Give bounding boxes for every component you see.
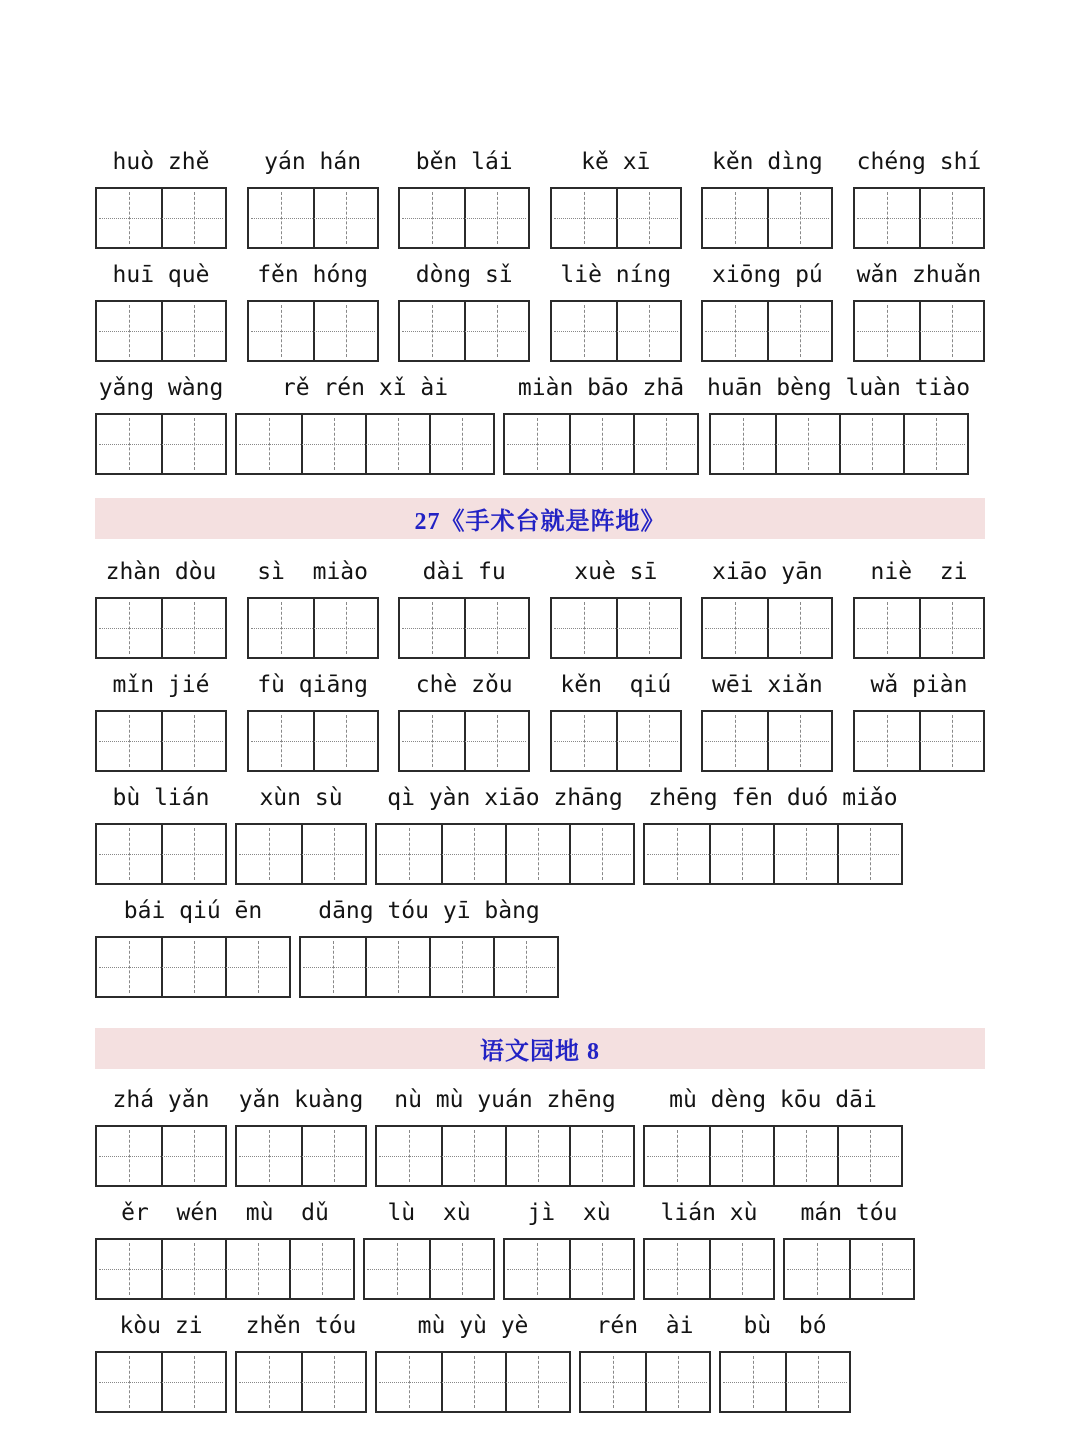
- word-group: [95, 671, 227, 772]
- writing-grid: [701, 597, 833, 659]
- writing-grid: [95, 300, 227, 362]
- word-row: [95, 148, 985, 249]
- pinyin-label: chéng shí: [856, 149, 982, 175]
- grid-cell[interactable]: [645, 825, 709, 883]
- grid-cell[interactable]: [301, 1353, 365, 1411]
- grid-cell[interactable]: [313, 712, 377, 770]
- pinyin-label: bù lián: [112, 785, 210, 811]
- writing-grid: [235, 413, 495, 475]
- pinyin-label: zhěn tóu: [245, 1313, 357, 1339]
- word-group: [503, 374, 699, 475]
- word-group: [235, 1312, 367, 1413]
- pinyin-label: dòng sǐ: [415, 262, 513, 288]
- pinyin-label: huī què: [112, 262, 210, 288]
- grid-cell[interactable]: [616, 599, 680, 657]
- pinyin-label: rě rén xǐ ài: [281, 375, 449, 401]
- writing-grid: [95, 823, 227, 885]
- word-group: [550, 671, 682, 772]
- word-group: [235, 784, 367, 885]
- writing-grid: [375, 823, 635, 885]
- grid-cell[interactable]: [365, 1240, 429, 1298]
- grid-cell[interactable]: [616, 712, 680, 770]
- grid-cell[interactable]: [225, 1240, 289, 1298]
- grid-cell[interactable]: [400, 712, 464, 770]
- grid-cell[interactable]: [441, 825, 505, 883]
- grid-cell[interactable]: [903, 415, 967, 473]
- pinyin-label: yán hán: [264, 149, 362, 175]
- grid-cell[interactable]: [855, 599, 919, 657]
- grid-cell[interactable]: [161, 302, 225, 360]
- pinyin-label: sì miào: [257, 559, 368, 585]
- grid-cell[interactable]: [429, 415, 493, 473]
- writing-grid: [550, 597, 682, 659]
- writing-grid: [95, 597, 227, 659]
- word-group: [363, 1199, 495, 1300]
- section-title: 27《手术台就是阵地》: [414, 509, 666, 535]
- pinyin-label: bái qiú ēn: [123, 898, 263, 924]
- word-group: [235, 1086, 367, 1187]
- pinyin-label: qì yàn xiāo zhāng: [387, 785, 623, 811]
- grid-cell[interactable]: [855, 302, 919, 360]
- pinyin-label: rén ài: [596, 1313, 694, 1339]
- grid-cell[interactable]: [569, 825, 633, 883]
- writing-grid: [853, 300, 985, 362]
- writing-grid: [550, 710, 682, 772]
- grid-cell[interactable]: [301, 415, 365, 473]
- writing-grid: [643, 1125, 903, 1187]
- grid-cell[interactable]: [97, 1127, 161, 1185]
- grid-cell[interactable]: [616, 302, 680, 360]
- word-group: [398, 671, 530, 772]
- grid-cell[interactable]: [161, 712, 225, 770]
- word-row: [95, 671, 985, 772]
- grid-cell[interactable]: [237, 1127, 301, 1185]
- pinyin-label: lián xù: [660, 1200, 758, 1226]
- pinyin-label: zhá yǎn: [112, 1087, 210, 1113]
- grid-cell[interactable]: [377, 1127, 441, 1185]
- writing-grid: [95, 1351, 227, 1413]
- grid-cell[interactable]: [237, 415, 301, 473]
- grid-cell[interactable]: [837, 825, 901, 883]
- grid-cell[interactable]: [711, 415, 775, 473]
- pinyin-label: zhēng fēn duó miǎo: [648, 785, 898, 811]
- word-group: [95, 374, 227, 475]
- pinyin-label: wǎn zhuǎn: [856, 262, 982, 288]
- grid-cell[interactable]: [249, 302, 313, 360]
- word-group: [95, 897, 291, 998]
- word-group: [550, 261, 682, 362]
- pinyin-label: kěn dìng: [711, 149, 823, 175]
- word-group: [299, 897, 559, 998]
- grid-cell[interactable]: [633, 415, 697, 473]
- pinyin-label: mù dèng kōu dāi: [669, 1087, 877, 1113]
- writing-grid: [701, 187, 833, 249]
- grid-cell[interactable]: [301, 825, 365, 883]
- grid-cell[interactable]: [645, 1353, 709, 1411]
- word-group: [95, 1086, 227, 1187]
- pinyin-label: bù bó: [743, 1313, 827, 1339]
- grid-cell[interactable]: [161, 415, 225, 473]
- writing-grid: [398, 597, 530, 659]
- grid-cell[interactable]: [429, 1240, 493, 1298]
- grid-cell[interactable]: [365, 415, 429, 473]
- grid-cell[interactable]: [161, 599, 225, 657]
- pinyin-label: jì xù: [527, 1200, 611, 1226]
- grid-cell[interactable]: [505, 1127, 569, 1185]
- word-group: [398, 261, 530, 362]
- word-group: [853, 558, 985, 659]
- grid-cell[interactable]: [709, 1127, 773, 1185]
- pinyin-label: kěn qiú: [560, 672, 672, 698]
- grid-cell[interactable]: [703, 712, 767, 770]
- word-group: [95, 1199, 355, 1300]
- worksheet-section-sec-1: [95, 148, 985, 487]
- word-group: [643, 1086, 903, 1187]
- grid-cell[interactable]: [569, 1240, 633, 1298]
- grid-cell[interactable]: [773, 825, 837, 883]
- grid-cell[interactable]: [785, 1353, 849, 1411]
- word-group: [701, 558, 833, 659]
- grid-cell[interactable]: [505, 415, 569, 473]
- word-row: [95, 1312, 985, 1413]
- grid-cell[interactable]: [855, 712, 919, 770]
- writing-grid: [95, 413, 227, 475]
- writing-grid: [853, 710, 985, 772]
- grid-cell[interactable]: [97, 1353, 161, 1411]
- grid-cell[interactable]: [703, 189, 767, 247]
- writing-grid: [398, 300, 530, 362]
- writing-grid: [247, 710, 379, 772]
- writing-grid: [503, 1238, 635, 1300]
- grid-cell[interactable]: [400, 599, 464, 657]
- grid-cell[interactable]: [161, 1353, 225, 1411]
- grid-cell[interactable]: [767, 712, 831, 770]
- pinyin-label: běn lái: [415, 149, 513, 175]
- grid-cell[interactable]: [464, 712, 528, 770]
- grid-cell[interactable]: [552, 712, 616, 770]
- grid-cell[interactable]: [377, 1353, 441, 1411]
- pinyin-label: wǎ piàn: [870, 672, 968, 698]
- pinyin-label: chè zǒu: [415, 672, 513, 698]
- grid-cell[interactable]: [97, 189, 161, 247]
- writing-grid: [853, 187, 985, 249]
- grid-cell[interactable]: [839, 415, 903, 473]
- writing-grid: [783, 1238, 915, 1300]
- word-group: [95, 1312, 227, 1413]
- pinyin-label: fù qiāng: [257, 672, 368, 698]
- pinyin-label: niè zi: [870, 559, 968, 585]
- word-row: [95, 1086, 985, 1187]
- writing-grid: [247, 300, 379, 362]
- word-group: [783, 1199, 915, 1300]
- grid-cell[interactable]: [97, 415, 161, 473]
- pinyin-label: xiāo yān: [711, 559, 823, 585]
- pinyin-label: dài fu: [422, 559, 506, 585]
- word-group: [707, 374, 970, 475]
- grid-cell[interactable]: [313, 302, 377, 360]
- grid-cell[interactable]: [552, 302, 616, 360]
- pinyin-label: ěr wén mù dǔ: [121, 1200, 329, 1226]
- pinyin-label: kòu zi: [119, 1313, 203, 1339]
- writing-grid: [701, 300, 833, 362]
- grid-cell[interactable]: [464, 189, 528, 247]
- grid-cell[interactable]: [313, 599, 377, 657]
- writing-grid: [643, 1238, 775, 1300]
- grid-cell[interactable]: [97, 599, 161, 657]
- writing-grid: [375, 1125, 635, 1187]
- word-group: [398, 148, 530, 249]
- writing-grid: [375, 1351, 571, 1413]
- grid-cell[interactable]: [505, 1353, 569, 1411]
- word-row: [95, 558, 985, 659]
- writing-grid: [643, 823, 903, 885]
- word-group: [550, 148, 682, 249]
- grid-cell[interactable]: [161, 1127, 225, 1185]
- writing-grid: [95, 710, 227, 772]
- section-header-band: [95, 1028, 985, 1069]
- grid-cell[interactable]: [161, 825, 225, 883]
- grid-cell[interactable]: [97, 302, 161, 360]
- grid-cell[interactable]: [505, 825, 569, 883]
- word-group: [95, 148, 227, 249]
- grid-cell[interactable]: [365, 938, 429, 996]
- word-group: [503, 1199, 635, 1300]
- grid-cell[interactable]: [785, 1240, 849, 1298]
- word-group: [719, 1312, 851, 1413]
- writing-grid: [235, 1351, 367, 1413]
- grid-cell[interactable]: [313, 189, 377, 247]
- pinyin-label: xiōng pú: [711, 262, 823, 288]
- word-group: [247, 261, 379, 362]
- pinyin-label: lù xù: [387, 1200, 471, 1226]
- writing-grid: [550, 187, 682, 249]
- word-group: [550, 558, 682, 659]
- grid-cell[interactable]: [767, 302, 831, 360]
- grid-cell[interactable]: [225, 938, 289, 996]
- grid-cell[interactable]: [161, 189, 225, 247]
- worksheet-section-sec-3: [95, 1010, 985, 1425]
- writing-grid: [719, 1351, 851, 1413]
- pinyin-label: zhàn dòu: [105, 559, 217, 585]
- grid-cell[interactable]: [237, 825, 301, 883]
- grid-cell[interactable]: [441, 1127, 505, 1185]
- grid-cell[interactable]: [855, 189, 919, 247]
- pinyin-label: mǐn jié: [112, 672, 210, 698]
- word-group: [95, 558, 227, 659]
- writing-grid: [398, 710, 530, 772]
- grid-cell[interactable]: [161, 938, 225, 996]
- writing-grid: [709, 413, 969, 475]
- grid-cell[interactable]: [97, 825, 161, 883]
- pinyin-label: xùn sù: [259, 785, 343, 811]
- section-title: 语文园地 8: [480, 1039, 600, 1065]
- word-group: [701, 261, 833, 362]
- word-group: [95, 784, 227, 885]
- grid-cell[interactable]: [400, 189, 464, 247]
- worksheet-section-sec-2: [95, 487, 985, 1010]
- word-group: [247, 558, 379, 659]
- writing-grid: [235, 1125, 367, 1187]
- word-row: [95, 1199, 985, 1300]
- grid-cell[interactable]: [464, 302, 528, 360]
- writing-grid: [299, 936, 559, 998]
- word-row: [95, 784, 985, 885]
- grid-cell[interactable]: [400, 302, 464, 360]
- grid-cell[interactable]: [289, 1240, 353, 1298]
- grid-cell[interactable]: [249, 599, 313, 657]
- word-group: [701, 671, 833, 772]
- writing-grid: [398, 187, 530, 249]
- grid-cell[interactable]: [616, 189, 680, 247]
- pinyin-label: huān bèng luàn tiào: [707, 375, 971, 401]
- grid-cell[interactable]: [97, 1240, 161, 1298]
- writing-grid: [247, 187, 379, 249]
- word-group: [235, 374, 495, 475]
- word-row: [95, 374, 985, 475]
- word-group: [853, 671, 985, 772]
- grid-cell[interactable]: [919, 302, 983, 360]
- grid-cell[interactable]: [97, 938, 161, 996]
- worksheet-page: [95, 0, 985, 1425]
- grid-cell[interactable]: [441, 1353, 505, 1411]
- grid-cell[interactable]: [645, 1127, 709, 1185]
- grid-cell[interactable]: [773, 1127, 837, 1185]
- writing-grid: [235, 823, 367, 885]
- word-group: [853, 148, 985, 249]
- pinyin-label: wēi xiǎn: [711, 672, 823, 698]
- section-header-band: [95, 498, 985, 539]
- grid-cell[interactable]: [249, 712, 313, 770]
- grid-cell[interactable]: [237, 1353, 301, 1411]
- writing-grid: [503, 413, 699, 475]
- grid-cell[interactable]: [849, 1240, 913, 1298]
- word-group: [247, 671, 379, 772]
- grid-cell[interactable]: [569, 1127, 633, 1185]
- writing-grid: [95, 1238, 355, 1300]
- writing-grid: [579, 1351, 711, 1413]
- grid-cell[interactable]: [709, 1240, 773, 1298]
- writing-grid: [853, 597, 985, 659]
- pinyin-label: yǎn kuàng: [238, 1087, 364, 1113]
- grid-cell[interactable]: [429, 938, 493, 996]
- word-group: [375, 1312, 571, 1413]
- word-group: [375, 1086, 635, 1187]
- pinyin-label: liè níng: [560, 262, 672, 288]
- grid-cell[interactable]: [919, 599, 983, 657]
- grid-cell[interactable]: [767, 599, 831, 657]
- grid-cell[interactable]: [709, 825, 773, 883]
- grid-cell[interactable]: [581, 1353, 645, 1411]
- pinyin-label: yǎng wàng: [98, 375, 224, 401]
- pinyin-label: mù yù yè: [417, 1313, 529, 1339]
- writing-grid: [701, 710, 833, 772]
- grid-cell[interactable]: [249, 189, 313, 247]
- pinyin-label: nù mù yuán zhēng: [394, 1087, 616, 1113]
- pinyin-label: xuè sī: [574, 559, 658, 585]
- pinyin-label: fěn hóng: [257, 262, 368, 288]
- writing-grid: [95, 936, 291, 998]
- grid-cell[interactable]: [301, 938, 365, 996]
- word-row: [95, 897, 985, 998]
- grid-cell[interactable]: [837, 1127, 901, 1185]
- word-group: [398, 558, 530, 659]
- pinyin-label: huò zhě: [112, 149, 210, 175]
- pinyin-label: dāng tóu yī bàng: [318, 898, 540, 924]
- pinyin-label: kě xī: [581, 149, 651, 175]
- word-group: [853, 261, 985, 362]
- writing-grid: [363, 1238, 495, 1300]
- word-row: [95, 261, 985, 362]
- word-group: [643, 784, 903, 885]
- writing-grid: [550, 300, 682, 362]
- grid-cell[interactable]: [919, 712, 983, 770]
- grid-cell[interactable]: [721, 1353, 785, 1411]
- grid-cell[interactable]: [97, 712, 161, 770]
- word-group: [95, 261, 227, 362]
- grid-cell[interactable]: [493, 938, 557, 996]
- pinyin-label: mán tóu: [800, 1200, 898, 1226]
- grid-cell[interactable]: [552, 599, 616, 657]
- word-group: [701, 148, 833, 249]
- word-group: [579, 1312, 711, 1413]
- grid-cell[interactable]: [377, 825, 441, 883]
- pinyin-label: miàn bāo zhā: [517, 375, 685, 401]
- grid-cell[interactable]: [703, 599, 767, 657]
- word-group: [375, 784, 635, 885]
- grid-cell[interactable]: [161, 1240, 225, 1298]
- writing-grid: [95, 187, 227, 249]
- grid-cell[interactable]: [919, 189, 983, 247]
- grid-cell[interactable]: [552, 189, 616, 247]
- grid-cell[interactable]: [703, 302, 767, 360]
- grid-cell[interactable]: [505, 1240, 569, 1298]
- word-group: [247, 148, 379, 249]
- grid-cell[interactable]: [301, 1127, 365, 1185]
- grid-cell[interactable]: [645, 1240, 709, 1298]
- writing-grid: [247, 597, 379, 659]
- word-group: [643, 1199, 775, 1300]
- writing-grid: [95, 1125, 227, 1187]
- grid-cell[interactable]: [464, 599, 528, 657]
- grid-cell[interactable]: [569, 415, 633, 473]
- grid-cell[interactable]: [775, 415, 839, 473]
- grid-cell[interactable]: [767, 189, 831, 247]
